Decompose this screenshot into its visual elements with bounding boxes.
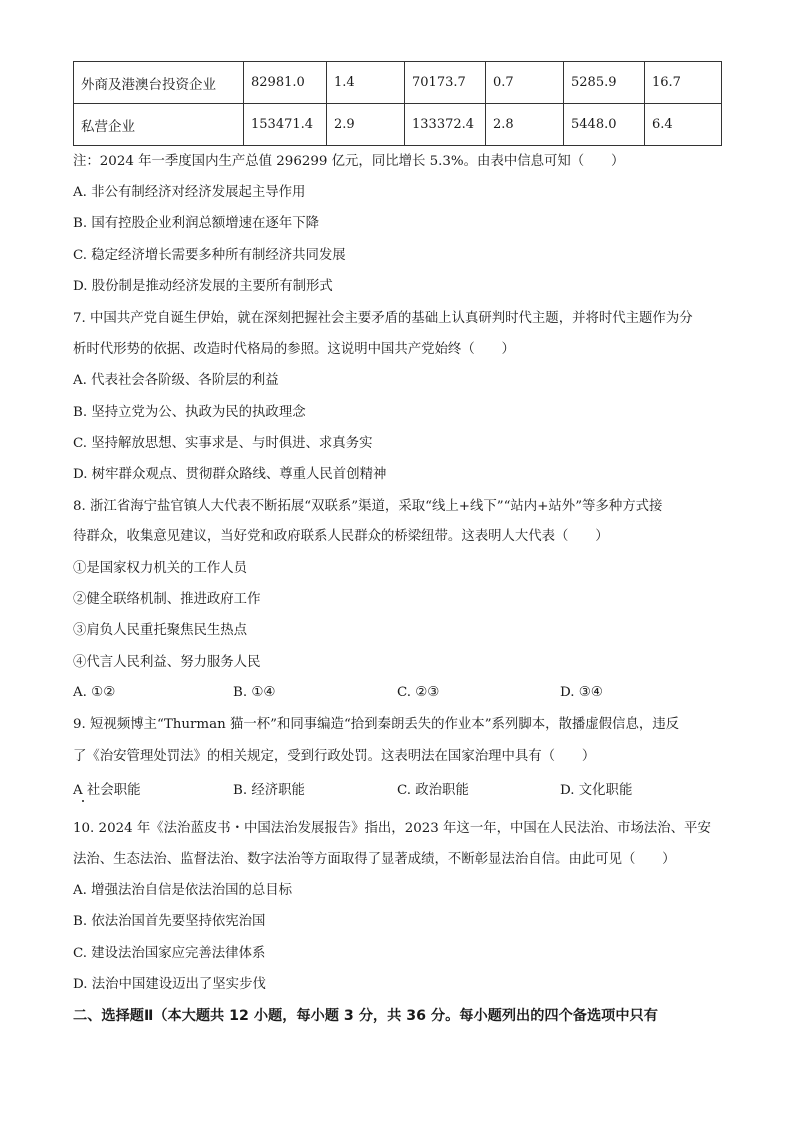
table-cell: 153471.4	[244, 104, 327, 146]
table-cell: 5285.9	[564, 62, 645, 104]
table-cell: 2.9	[327, 104, 405, 146]
q8-option-a: A. ①②	[73, 685, 116, 700]
q8-option-b: B. ①④	[233, 685, 276, 700]
table-cell: 私营企业	[74, 104, 244, 146]
q10-option-b: B. 依法治国首先要坚持依宪治国	[73, 914, 266, 929]
table-row	[74, 62, 722, 104]
q10-option-d: D. 法治中国建设迈出了坚实步伐	[73, 977, 266, 992]
q10-option-c: C. 建设法治国家应完善法律体系	[73, 946, 266, 961]
table-cell: 1.4	[327, 62, 405, 104]
q10-stem-line-1: 10. 2024 年《法治蓝皮书・中国法治发展报告》指出，2023 年这一年，中国在人民法治、市场法治、平安	[73, 821, 711, 836]
table-cell: 133372.4	[405, 104, 486, 146]
q6-option-a: A. 非公有制经济对经济发展起主导作用	[73, 185, 306, 200]
q7-option-a: A. 代表社会各阶级、各阶层的利益	[73, 373, 279, 388]
q8-option-d: D. ③④	[560, 685, 603, 700]
q8-stem-line-1: 8. 浙江省海宁盐官镇人大代表不断拓展“双联系”渠道，采取“线上+线下”“站内+站外”等多种方式接	[73, 499, 663, 514]
q7-stem-line-1: 7. 中国共产党自诞生伊始，就在深刻把握社会主要矛盾的基础上认真研判时代主题，并将时代主题作为分	[73, 311, 693, 326]
q8-statement-4: ④代言人民利益、努力服务人民	[73, 655, 261, 670]
q7-option-c: C. 坚持解放思想、实事求是、与时俱进、求真务实	[73, 436, 373, 451]
table-cell: 70173.7	[405, 62, 486, 104]
q8-option-c: C. ②③	[397, 685, 440, 700]
table-cell: 6.4	[645, 104, 722, 146]
q8-statement-2: ②健全联络机制、推进政府工作	[73, 592, 261, 607]
q8-stem-line-2: 待群众，收集意见建议，当好党和政府联系人民群众的桥梁纽带。这表明人大代表（ ）	[73, 529, 609, 544]
q6-option-d: D. 股份制是推动经济发展的主要所有制形式	[73, 279, 333, 294]
q10-stem-line-2: 法治、生态法治、监督法治、数字法治等方面取得了显著成绩，不断彰显法治自信。由此可见（ ）	[73, 852, 676, 867]
q10-option-a: A. 增强法治自信是依法治国的总目标	[73, 883, 293, 898]
q7-stem-line-2: 析时代形势的依据、改造时代格局的参照。这说明中国共产党始终（ ）	[73, 342, 515, 357]
section-2-heading: 二、选择题Ⅱ（本大题共 12 小题，每小题 3 分，共 36 分。每小题列出的四个备选项中只有	[73, 1008, 658, 1024]
table-cell: 0.7	[486, 62, 564, 104]
table-cell: 16.7	[645, 62, 722, 104]
q7-option-d: D. 树牢群众观点、贯彻群众路线、尊重人民首创精神	[73, 467, 387, 482]
q8-statement-3: ③肩负人民重托聚焦民生热点	[73, 623, 248, 638]
q9-stem-line-2: 了《治安管理处罚法》的相关规定，受到行政处罚。这表明法在国家治理中具有（ ）	[73, 749, 596, 764]
q8-options	[73, 685, 733, 703]
q9-options	[73, 779, 733, 797]
table-cell: 外商及港澳台投资企业	[74, 62, 244, 104]
table-note: 注：2024 年一季度国内生产总值 296299 亿元，同比增长 5.3%。由表中信息可知（ ）	[73, 154, 625, 169]
q8-statement-1: ①是国家权力机关的工作人员	[73, 561, 248, 576]
economic-data-table	[73, 61, 722, 146]
q9-option-d: D. 文化职能	[560, 783, 633, 798]
q7-option-b: B. 坚持立党为公、执政为民的执政理念	[73, 405, 306, 420]
q9-option-c: C. 政治职能	[397, 783, 469, 798]
q9-option-b: B. 经济职能	[233, 783, 305, 798]
q6-option-b: B. 国有控股企业利润总额增速在逐年下降	[73, 216, 319, 231]
stray-mark	[82, 800, 84, 802]
table-cell: 82981.0	[244, 62, 327, 104]
q9-stem-line-1: 9. 短视频博主“Thurman 猫一杯”和同事编造“拾到秦朗丢失的作业本”系列脚本，散播虚假信息，违反	[73, 717, 680, 732]
table-cell: 2.8	[486, 104, 564, 146]
q6-option-c: C. 稳定经济增长需要多种所有制经济共同发展	[73, 248, 346, 263]
table-row	[74, 104, 722, 146]
q9-option-a: A 社会职能	[73, 783, 141, 798]
table-cell: 5448.0	[564, 104, 645, 146]
